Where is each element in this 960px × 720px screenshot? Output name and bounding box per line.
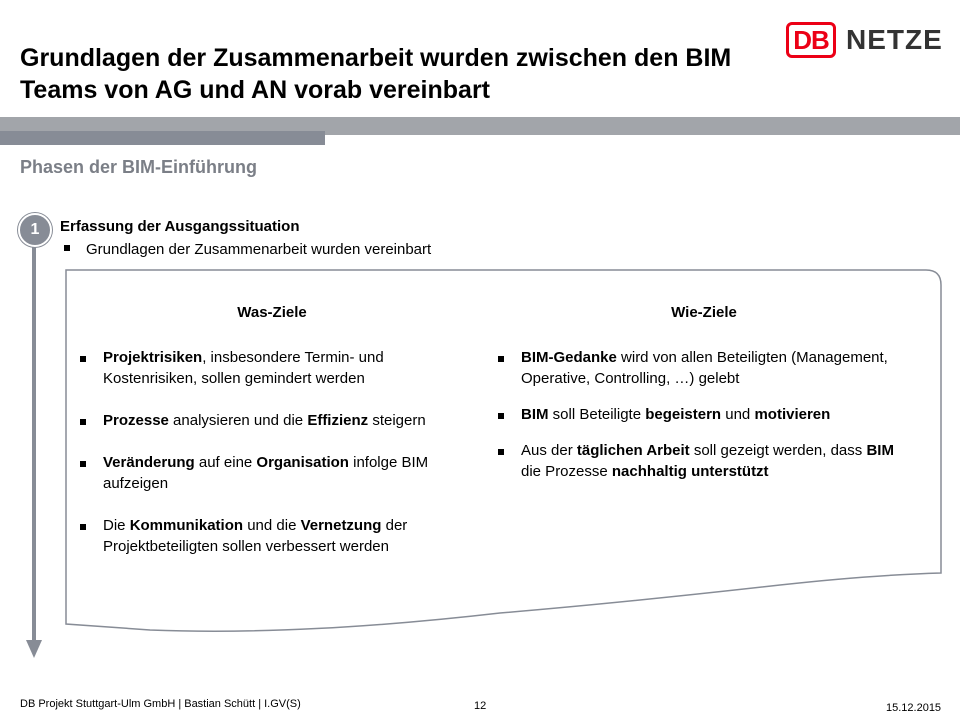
- db-logo-mark: DB: [786, 22, 836, 58]
- step-bullet-text: Grundlagen der Zusammenarbeit wurden vereinbart: [86, 241, 432, 258]
- wie-ziele-item: [496, 440, 916, 482]
- page-number: 12: [474, 700, 487, 712]
- footer-company: DB Projekt Stuttgart-Ulm GmbH | Bastian Schütt | I.GV(S): [20, 698, 301, 710]
- was-item-2-bold-1: Prozesse: [103, 412, 169, 429]
- was-item-2-bold-2: Effizienz: [307, 412, 369, 429]
- wie-item-3-bold-1: täglichen Arbeit: [576, 442, 690, 459]
- wie-item-3-text-0: Aus der: [521, 442, 577, 459]
- bullet-square-icon: [498, 356, 504, 362]
- was-ziele-column: [78, 302, 478, 578]
- step-title: Erfassung der Ausgangssituation: [60, 218, 300, 235]
- bullet-square-icon: [80, 356, 86, 362]
- footer-date: 15.12.2015: [886, 702, 942, 714]
- wie-item-2-text-1: soll Beteiligte: [548, 406, 646, 423]
- was-ziele-item: [78, 515, 478, 557]
- was-item-4-bold-2: Vernetzung: [300, 517, 382, 534]
- wie-item-3-text-2: die Prozesse: [521, 463, 612, 480]
- step-number-badge: 1: [18, 213, 52, 247]
- was-ziele-item: [78, 347, 478, 389]
- was-item-4-text-2: der Projektbeteiligten sollen verbessert werden: [103, 517, 408, 555]
- wie-item-3-bold-3: nachhaltig unterstützt: [611, 463, 769, 480]
- was-item-4-text-0: Die: [103, 517, 130, 534]
- bullet-square-icon: [80, 524, 86, 530]
- bullet-square-icon: [80, 461, 86, 467]
- was-item-3-text-1: auf eine: [194, 454, 257, 471]
- wie-item-3-text-1: soll gezeigt werden, dass: [689, 442, 867, 459]
- was-item-1-text: , insbesondere Termin- und Kostenrisiken, sollen gemindert werden: [103, 349, 384, 387]
- wie-item-1-bold: BIM-Gedanke: [521, 349, 617, 366]
- wie-ziele-item: [496, 404, 916, 425]
- bullet-square-icon: [498, 449, 504, 455]
- was-item-4-text-1: und die: [243, 517, 301, 534]
- slide-title: Grundlagen der Zusammenarbeit wurden zwischen den BIM Teams von AG und AN vorab vereinbart: [20, 44, 732, 104]
- bullet-square-icon: [498, 413, 504, 419]
- wie-item-1-text: wird von allen Beteiligten (Management, Operative, Controlling, …) gelebt: [521, 349, 888, 387]
- was-ziele-item: [78, 410, 478, 431]
- wie-ziele-heading: Wie-Ziele: [671, 304, 737, 321]
- wie-item-2-text-2: und: [721, 406, 755, 423]
- was-item-2-text-1: analysieren und die: [168, 412, 308, 429]
- wie-ziele-column: [496, 302, 916, 497]
- was-item-3-text-2: infolge BIM aufzeigen: [103, 454, 429, 492]
- wie-ziele-item: [496, 347, 916, 389]
- was-item-3-bold-1: Veränderung: [103, 454, 195, 471]
- wie-item-2-bold-2: begeistern: [645, 406, 722, 423]
- netze-wordmark: NETZE: [846, 24, 943, 55]
- was-ziele-heading: Was-Ziele: [237, 304, 307, 321]
- was-item-3-bold-2: Organisation: [256, 454, 349, 471]
- wie-item-3-bold-2: BIM: [866, 442, 894, 459]
- was-item-1-bold: Projektrisiken: [103, 349, 203, 366]
- was-ziele-item: [78, 452, 478, 494]
- wie-item-2-bold-1: BIM: [521, 406, 549, 423]
- was-item-4-bold-1: Kommunikation: [129, 517, 244, 534]
- section-subtitle: Phasen der BIM-Einführung: [20, 157, 258, 177]
- was-item-2-text-2: steigern: [368, 412, 426, 429]
- wie-item-2-bold-3: motivieren: [754, 406, 831, 423]
- bullet-square-icon: [80, 419, 86, 425]
